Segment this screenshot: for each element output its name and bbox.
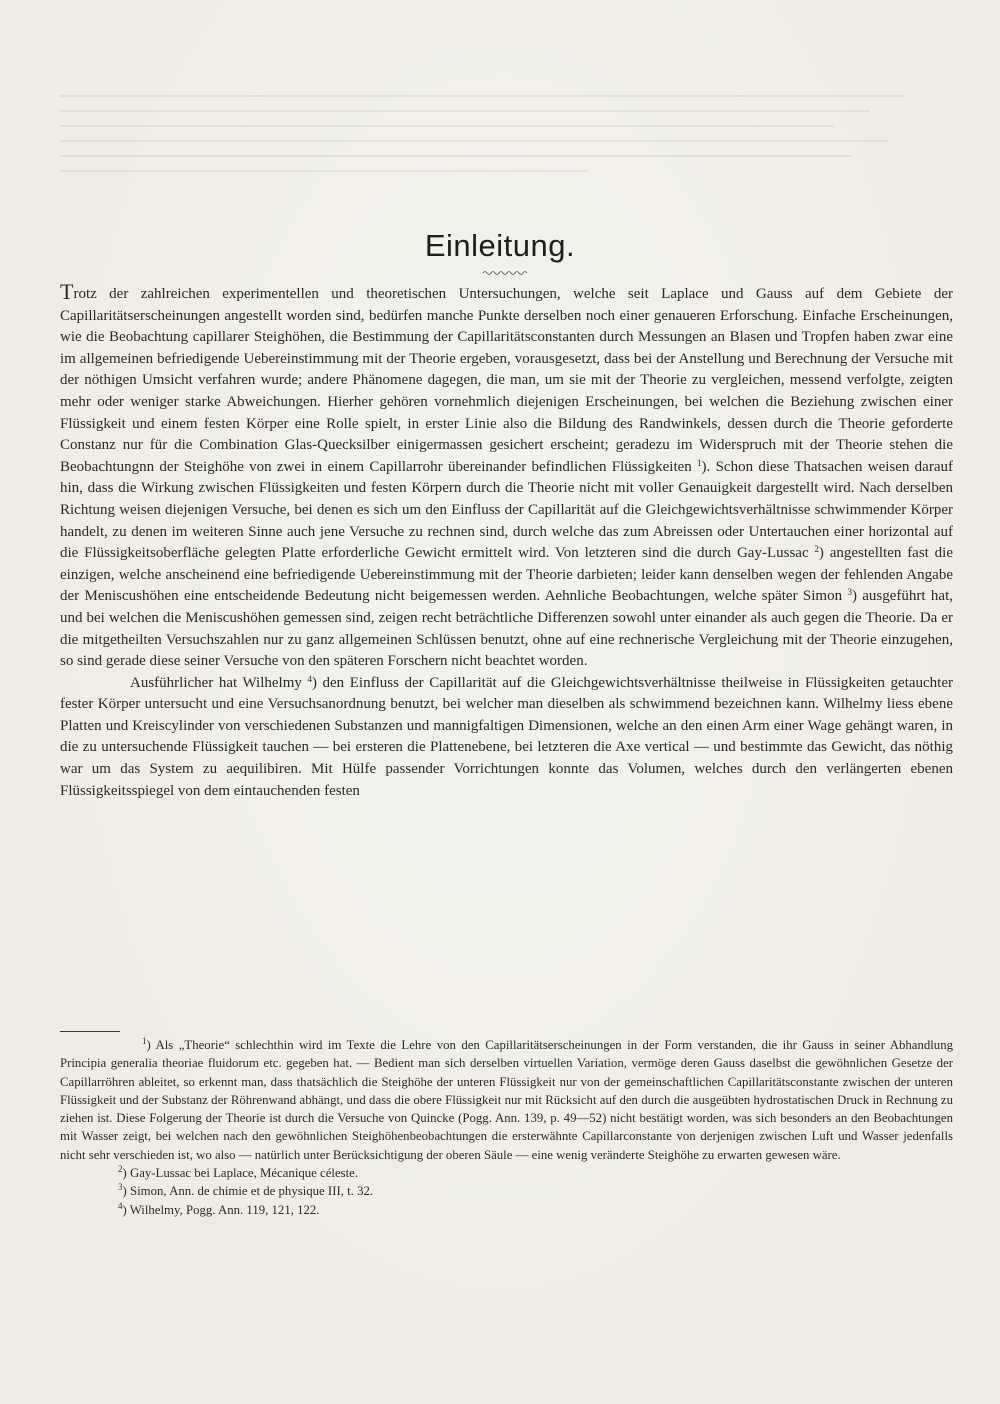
initial-letter: T — [60, 279, 74, 304]
footnote-text: ) Simon, Ann. de chimie et de physique III, t. 32. — [122, 1184, 374, 1199]
footnote-reference: 1 — [697, 457, 702, 468]
footnote-mark: 1 — [142, 1036, 147, 1046]
bleed-through-text — [60, 95, 940, 195]
footnote — [60, 1182, 953, 1200]
footnote-rule — [60, 1031, 120, 1032]
body-paragraph — [60, 279, 953, 673]
text-run: ) ausgeführt hat, und bei welchen die Meniscushöhen gemessen sind, zeigen recht beträchtliche Differenzen sowohl unter einander als auch gegen die Theorie. Da er die mitgetheilten Versuchszahlen nur zu ganz allgemeinen Schlüssen benutzt, ohne auf eine rechnerische Vergleichung mit der Theorie einzugehen, so sind gerade diese seiner Versuche von den späteren Forschern nicht beachtet worden. — [60, 588, 953, 670]
footnote-reference: 2 — [814, 544, 819, 555]
text-run: rotz der zahlreichen experimentellen und theoretischen Untersuchungen, welche seit Laplace und Gauss auf dem Gebiete der Capillaritätserscheinungen angestellt worden sind, bedürfen manche Punkte derselben noch einer genaueren Erforschung. Einfache Erscheinungen, wie die Beobachtung capillarer Steighöhen, die Bestimmung der Capillaritätsconstanten durch Messungen an Blasen und Tropfen haben zwar eine im allgemeinen befriedigende Uebereinstimmung mit der Theorie ergeben, vorausgesetzt, dass bei der Anstellung und Berechnung der Versuche mit der nöthigen Umsicht verfahren wurde; andere Phänomene dagegen, die man, um sie mit der Theorie zu vergleichen, messend verfolgte, zeigten mehr oder weniger starke Abweichungen. Hierher gehören vornehmlich diejenigen Erscheinungen, bei welchen die Beziehung zwischen einer Flüssigkeit und einem festen Körper eine Rolle spielt, in erster Linie also die Bildung des Randwinkels, dessen durch die Theorie geforderte Constanz nur für die Combination Glas-Quecksilber einigermassen gesichert erscheint; geradezu im Widerspruch mit der Theorie stehen die Beobachtungnn der Steighöhe von zwei in einem Capillarrohr übereinander befindlichen Flüssigkeiten — [60, 286, 953, 475]
text-run: ) angestellten fast die einzigen, welche anscheinend eine befriedigende Uebereinstimmung mit der Theorie darbieten; leider kann denselben wegen der fehlenden Angabe der Meniscushöhen eine entscheidende Bedeutung nicht beigemessen werden. Aehnliche Beobachtungen, welche später Simon — [60, 545, 953, 605]
body-paragraph — [60, 673, 953, 803]
footnote-text: ) Gay-Lussac bei Laplace, Mécanique céleste. — [122, 1166, 359, 1181]
text-run: Ausführlicher hat Wilhelmy — [130, 674, 308, 691]
footnotes — [60, 1036, 953, 1219]
footnote-mark: 4 — [118, 1200, 123, 1211]
footnote-text: ) Wilhelmy, Pogg. Ann. 119, 121, 122. — [122, 1202, 320, 1217]
footnote — [60, 1201, 953, 1219]
text-run: ). Schon diese Thatsachen weisen darauf hin, dass die Wirkung zwischen Flüssigkeiten und festen Körpern durch die Theorie nicht mit voller Genauigkeit dargestellt wird. Nach derselben Richtung weisen diejenigen Versuche, bei denen es sich um den Einfluss der Capillarität auf die Gleichgewichtsverhältnisse schwimmender Körper handelt, zu denen im weiteren Sinne auch jene Versuche zu rechnen sind, durch welche das zum Abreissen oder Untertauchen einer horizontal auf die Flüssigkeitsoberfläche gelegten Platte erforderliche Gewicht ermittelt wird. Von letzteren sind die durch Gay-Lussac — [60, 458, 953, 562]
page-title: Einleitung. — [424, 228, 576, 263]
footnote-mark: 2 — [118, 1164, 123, 1175]
footnote-reference: 4 — [307, 673, 312, 684]
title-ornament — [483, 270, 529, 276]
text-run: ) den Einfluss der Capillarität auf die Gleichgewichtsverhältnisse theilweise in Flüssigkeiten getauchter fester Körper untersucht und eine Versuchsanordnung benutzt, bei welcher man dieselben als schwimmend bezeichnen kann. Wilhelmy liess ebene Platten und Kreiscylinder von verschiedenen Substanzen und mannigfaltigen Dimensionen, welche an den einen Arm einer Wage gehängt waren, in die zu untersuchende Flüssigkeit tauchen — bei ersteren die Plattenebene, bei letzteren die Axe vertical — und bestimmte das Gewicht, das nöthig war um das System zu aequilibiren. Mit Hülfe passender Vorrichtungen konnte das Volumen, welches durch den verlängerten ebenen Flüssigkeitsspiegel von dem eintauchenden festen — [60, 674, 953, 799]
footnote-text: ) Als „Theorie“ schlechthin wird im Texte die Lehre von den Capillaritätserscheinungen in der Form verstanden, die ihr Gauss in seiner Abhandlung Principia generalia theoriae fluidorum etc. gegeben hat. — Bedient man sich derselben virtuellen Variation, vermöge deren Gauss daselbst die gewöhnlichen Gesetze der Capillarröhren ableitet, so erkennt man, dass thatsächlich die Steighöhe der unteren Flüssigkeit nur von der gemeinschaftlichen Capillaritätsconstante zwischen der unteren Flüssigkeit und der Substanz der Röhrenwand abhängt, und dass die obere Flüssigkeit nur mit Rücksicht auf den durch die ausgeübten hydrostatischen Druck in Rechnung zu ziehen ist. Diese Folgerung der Theorie ist durch die Versuche von Quincke (Pogg. Ann. 139, p. 49—52) nicht bestätigt worden, was sich besonders an den Beobachtungen mit Wasser zeigt, bei welchen nach den gewöhnlichen Steighöhenbeobachtungen die ersterwähnte Capillarconstante von derjenigen zwischen Luft und Wasser jedenfalls nicht sehr verschieden ist, wo also — natürlich unter Berücksichtigung der oberen Säule — eine wenig veränderte Steighöhe zu erwarten gewesen wäre. — [60, 1038, 953, 1162]
footnote — [60, 1036, 953, 1164]
body-text — [60, 279, 953, 802]
footnote-reference: 3 — [847, 587, 852, 598]
footnote — [60, 1164, 953, 1182]
footnote-mark: 3 — [118, 1182, 123, 1193]
